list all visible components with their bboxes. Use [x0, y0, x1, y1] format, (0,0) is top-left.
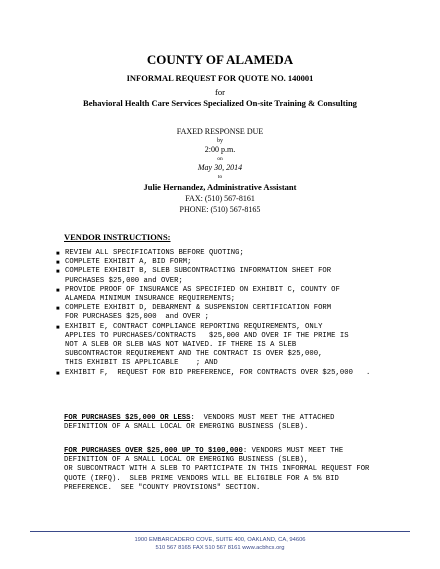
bullet-icon: ■: [56, 305, 60, 313]
due-date: May 30, 2014: [197, 163, 243, 172]
to-label: to: [217, 174, 223, 180]
list-item: ■ COMPLETE EXHIBIT A, BID FORM;: [56, 258, 192, 267]
irfq-number: INFORMAL REQUEST FOR QUOTE NO. 140001: [126, 73, 314, 83]
purchases-25k-100k-text: : VENDORS MUST MEET THE DEFINITION OF A SMALL LOCAL OR EMERGING BUSINESS (SLEB), OR SUBCONTRACT WITH A SLEB TO PARTICIPATE IN THIS INFORMAL REQUEST FOR QUOTE (IRFQ). SLEB PRIME VENDORS WILL BE ELIGIBLE FOR A 5% BID PREFERENCE. SEE "COUNTY PROVISIONS" SECTION.: [64, 447, 370, 492]
bullet-icon: ■: [56, 250, 60, 257]
bullet-icon: ■: [56, 268, 60, 276]
list-item: ■ EXHIBIT E, CONTRACT COMPLIANCE REPORTING REQUIREMENTS, ONLY APPLIES TO PURCHASES/CONTRACTS $25,000 AND OVER IF THE PRIME IS NOT A SLEB OR SLEB WAS NOT WAIVED. IF THERE IS A SLEB SUBCONTRACTOR REQUIREMENT AND THE CONTRACT IS OVER $25,000, THIS EXHIBIT IS APPLICABLE ; AND: [56, 322, 349, 368]
for-label: for: [215, 87, 225, 97]
list-item: ■ PROVIDE PROOF OF INSURANCE AS SPECIFIED ON EXHIBIT C, COUNTY OF ALAMEDA MINIMUM INSURANCE REQUIREMENTS;: [56, 285, 340, 304]
county-title: COUNTY OF ALAMEDA: [146, 52, 294, 67]
bullet-icon: ■: [56, 323, 60, 331]
bullet-icon: ■: [56, 286, 60, 294]
footer-address: 1900 EMBARCADERO COVE, SUITE 400, OAKLAND, CA, 94606: [134, 537, 306, 543]
by-label: by: [217, 138, 223, 144]
phone-number: PHONE: (510) 567-8165: [179, 205, 261, 214]
service-title: Behavioral Health Care Services Specialized On-site Training & Consulting: [83, 98, 357, 108]
faxed-response-label: FAXED RESPONSE DUE: [176, 127, 264, 136]
list-item: ■ COMPLETE EXHIBIT B, SLEB SUBCONTRACTING INFORMATION SHEET FOR PURCHASES $25,000 and OVER;: [56, 267, 332, 285]
bullet-icon: ■: [56, 259, 60, 267]
purchases-under-25k-heading: FOR PURCHASES $25,000 OR LESS: [64, 414, 191, 422]
bullet-icon: ■: [56, 369, 60, 377]
list-item: ■ EXHIBIT F, REQUEST FOR BID PREFERENCE, FOR CONTRACTS OVER $25,000 .: [56, 368, 371, 377]
vendor-instructions-list: [56, 249, 396, 378]
purchases-25k-100k-paragraph: [64, 447, 394, 493]
vendor-instructions-title: VENDOR INSTRUCTIONS:: [64, 232, 171, 242]
list-item: ■ REVIEW ALL SPECIFICATIONS BEFORE QUOTING;: [56, 249, 244, 257]
on-label: on: [217, 156, 223, 162]
list-item: ■ COMPLETE EXHIBIT D, DEBARMENT & SUSPENSION CERTIFICATION FORM FOR PURCHASES $25,000 and OVER ;: [56, 304, 332, 322]
purchases-25k-100k-heading: FOR PURCHASES OVER $25,000 UP TO $100,000: [64, 447, 243, 455]
page-footer: [30, 531, 410, 552]
purchases-under-25k-paragraph: [64, 414, 394, 432]
purchases-under-25k-text: : VENDORS MUST MEET THE ATTACHED DEFINITION OF A SMALL LOCAL OR EMERGING BUSINESS (SLEB).: [64, 414, 335, 432]
contact-name: Julie Hernandez, Administrative Assistant: [143, 182, 297, 192]
due-time: 2:00 p.m.: [204, 145, 236, 154]
fax-number: FAX: (510) 567-8161: [185, 194, 255, 203]
footer-contact: 510 567 8165 FAX 510 567 8161 www.acbhcs.org: [155, 545, 285, 551]
